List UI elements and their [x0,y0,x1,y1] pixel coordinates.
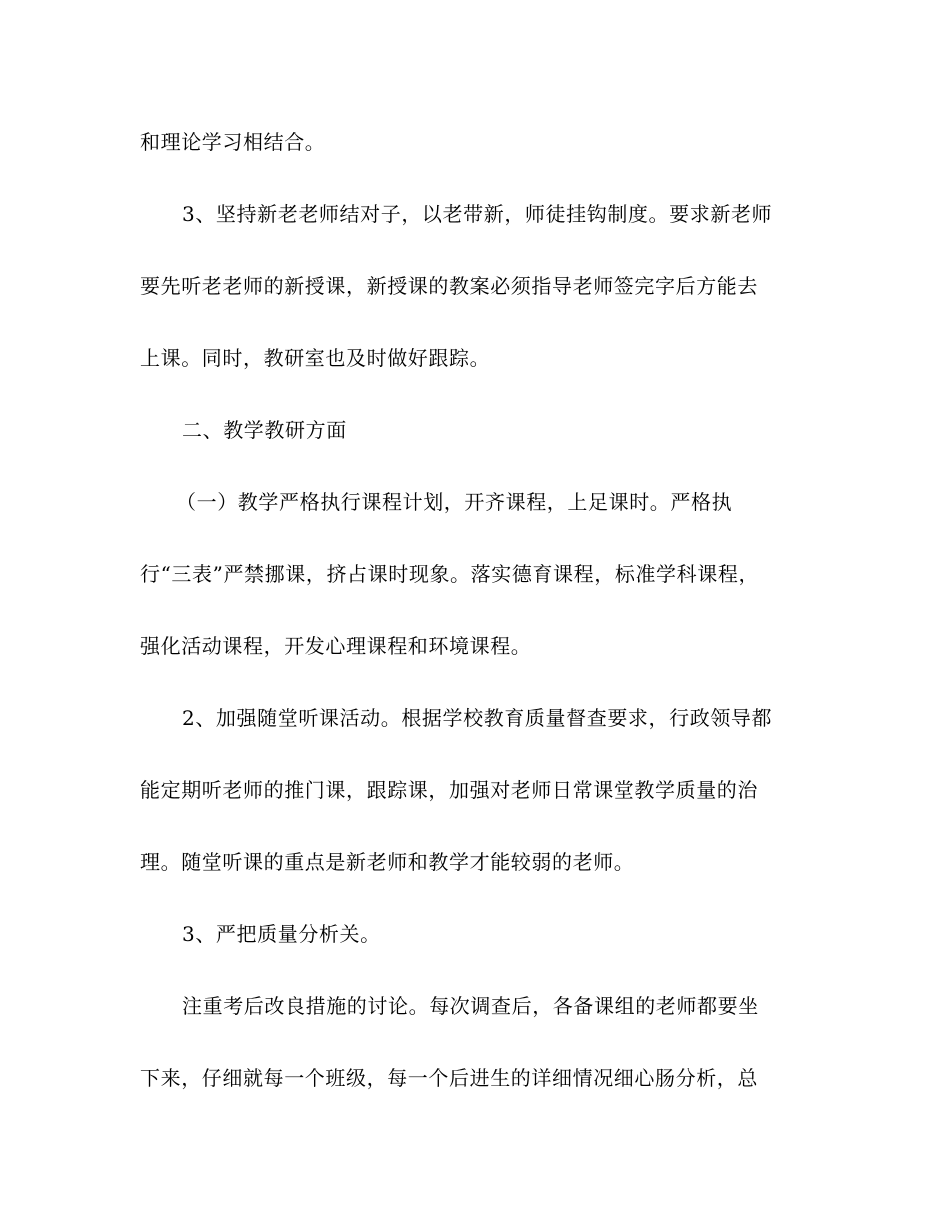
paragraph-start-line: 3、严把质量分析关。 [182,922,381,946]
text-line: 强化活动课程，开发心理课程和环境课程。 [140,634,532,658]
text-line: 理。随堂听课的重点是新老师和教学才能较弱的老师。 [140,850,635,874]
text-line: 行“三表”严禁挪课，挤占课时现象。落实德育课程，标准学科课程， [140,562,760,586]
paragraph-start-line: 2、加强随堂听课活动。根据学校教育质量督查要求，行政领导都 [182,706,773,730]
text-line: 和理论学习相结合。 [140,130,326,154]
section-heading: 二、教学教研方面 [182,418,347,442]
text-line: 要先听老老师的新授课，新授课的教案必须指导老师签完字后方能去 [140,274,758,298]
paragraph-start-line: 3、坚持新老老师结对子，以老带新，师徒挂钩制度。要求新老师 [182,202,773,226]
paragraph-start-line: 注重考后改良措施的讨论。每次调查后，各备课组的老师都要坐 [182,994,759,1018]
paragraph-start-line: （一）教学严格执行课程计划，开齐课程，上足课时。严格执 [176,490,733,514]
text-line: 下来，仔细就每一个班级，每一个后进生的详细情况细心肠分析，总 [140,1066,758,1090]
text-line: 能定期听老师的推门课，跟踪课，加强对老师日常课堂教学质量的治 [140,778,758,802]
text-line: 上课。同时，教研室也及时做好跟踪。 [140,346,491,370]
